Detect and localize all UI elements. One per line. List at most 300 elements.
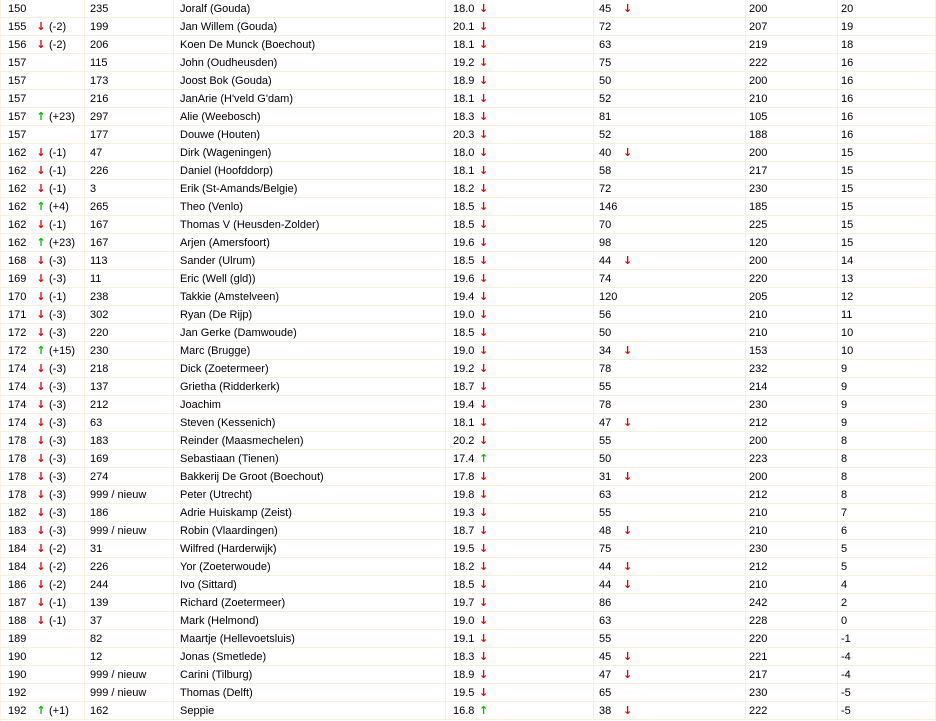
rank-change-value: (-1) bbox=[49, 164, 67, 177]
score-value: 47 bbox=[599, 668, 612, 681]
rank-change-value: (-3) bbox=[49, 380, 67, 393]
player-name-cell bbox=[174, 594, 446, 612]
down-arrow-icon: ↓ bbox=[479, 470, 489, 483]
rank-cell bbox=[1, 684, 85, 702]
average-value: 19.1 bbox=[453, 632, 475, 645]
rank-value: 150 bbox=[8, 2, 27, 15]
score-cell bbox=[594, 450, 746, 468]
average-value: 18.5 bbox=[453, 254, 475, 267]
points-cell bbox=[838, 666, 936, 684]
rank-change-value: (-3) bbox=[49, 398, 67, 411]
down-arrow-icon: ↓ bbox=[36, 578, 46, 591]
player-number: 177 bbox=[90, 128, 109, 141]
high-cell bbox=[746, 702, 838, 720]
average-value: 18.3 bbox=[453, 110, 475, 123]
rank-change-value: (-3) bbox=[49, 272, 67, 285]
score-value: 50 bbox=[599, 74, 612, 87]
rank-cell bbox=[1, 450, 85, 468]
high-value: 217 bbox=[749, 164, 768, 177]
high-cell bbox=[746, 450, 838, 468]
high-cell bbox=[746, 72, 838, 90]
down-arrow-icon: ↓ bbox=[623, 146, 633, 159]
table-row bbox=[1, 450, 936, 468]
average-value: 19.0 bbox=[453, 344, 475, 357]
down-arrow-icon: ↓ bbox=[36, 326, 46, 339]
player-name: Wilfred (Harderwijk) bbox=[180, 542, 277, 555]
table-row bbox=[1, 468, 936, 486]
down-arrow-icon: ↓ bbox=[623, 578, 633, 591]
score-cell bbox=[594, 414, 746, 432]
player-number: 173 bbox=[90, 74, 109, 87]
player-name: Sebastiaan (Tienen) bbox=[180, 452, 279, 465]
high-value: 222 bbox=[749, 56, 768, 69]
points-value: 11 bbox=[841, 308, 853, 321]
average-value: 18.5 bbox=[453, 218, 475, 231]
player-number-cell bbox=[85, 630, 174, 648]
down-arrow-icon: ↓ bbox=[479, 92, 489, 105]
player-name: Maartje (Hellevoetsluis) bbox=[180, 632, 295, 645]
player-number-cell bbox=[85, 522, 174, 540]
player-name-cell bbox=[174, 684, 446, 702]
table-row bbox=[1, 684, 936, 702]
player-number-cell bbox=[85, 702, 174, 720]
rank-change-value: (-1) bbox=[49, 614, 67, 627]
player-name-cell bbox=[174, 180, 446, 198]
player-number-cell bbox=[85, 360, 174, 378]
rank-change-value: (-3) bbox=[49, 452, 67, 465]
player-name: Steven (Kessenich) bbox=[180, 416, 276, 429]
high-value: 210 bbox=[749, 308, 768, 321]
table-row bbox=[1, 360, 936, 378]
rank-value: 162 bbox=[8, 146, 27, 159]
player-number: 162 bbox=[90, 704, 109, 717]
table-row bbox=[1, 306, 936, 324]
player-number: 183 bbox=[90, 434, 109, 447]
player-name-cell bbox=[174, 90, 446, 108]
average-value: 18.2 bbox=[453, 560, 475, 573]
score-value: 86 bbox=[599, 596, 612, 609]
down-arrow-icon: ↓ bbox=[479, 20, 489, 33]
average-cell bbox=[446, 702, 594, 720]
average-cell bbox=[446, 18, 594, 36]
player-name-cell bbox=[174, 360, 446, 378]
high-cell bbox=[746, 648, 838, 666]
high-cell bbox=[746, 558, 838, 576]
rank-cell bbox=[1, 162, 85, 180]
down-arrow-icon: ↓ bbox=[36, 506, 46, 519]
down-arrow-icon: ↓ bbox=[36, 524, 46, 537]
points-cell bbox=[838, 378, 936, 396]
average-value: 19.0 bbox=[453, 308, 475, 321]
rank-value: 178 bbox=[8, 452, 27, 465]
player-name: Mark (Helmond) bbox=[180, 614, 259, 627]
points-cell bbox=[838, 468, 936, 486]
player-name: Bakkerij De Groot (Boechout) bbox=[180, 470, 324, 483]
player-number-cell bbox=[85, 288, 174, 306]
points-value: 8 bbox=[841, 470, 848, 483]
rank-cell bbox=[1, 234, 85, 252]
rank-cell bbox=[1, 612, 85, 630]
points-value: 16 bbox=[841, 56, 854, 69]
points-value: -4 bbox=[841, 650, 851, 663]
down-arrow-icon: ↓ bbox=[623, 704, 633, 717]
high-value: 200 bbox=[749, 254, 768, 267]
down-arrow-icon: ↓ bbox=[36, 542, 46, 555]
player-number-cell bbox=[85, 270, 174, 288]
score-cell bbox=[594, 342, 746, 360]
rank-cell bbox=[1, 306, 85, 324]
table-row bbox=[1, 540, 936, 558]
player-name-cell bbox=[174, 612, 446, 630]
high-cell bbox=[746, 378, 838, 396]
player-name: Joost Bok (Gouda) bbox=[180, 74, 272, 87]
score-value: 52 bbox=[599, 128, 612, 141]
down-arrow-icon: ↓ bbox=[479, 146, 489, 159]
high-cell bbox=[746, 594, 838, 612]
points-cell bbox=[838, 198, 936, 216]
down-arrow-icon: ↓ bbox=[479, 434, 489, 447]
rank-change-value: (-1) bbox=[49, 596, 67, 609]
rank-change-value: (-3) bbox=[49, 362, 67, 375]
player-name: Jan Gerke (Damwoude) bbox=[180, 326, 297, 339]
player-number-cell bbox=[85, 612, 174, 630]
score-cell bbox=[594, 162, 746, 180]
rank-change-value: (+15) bbox=[49, 344, 75, 357]
table-row bbox=[1, 234, 936, 252]
score-cell bbox=[594, 180, 746, 198]
score-value: 70 bbox=[599, 218, 612, 231]
score-cell bbox=[594, 504, 746, 522]
average-value: 19.4 bbox=[453, 290, 475, 303]
player-number-cell bbox=[85, 198, 174, 216]
down-arrow-icon: ↓ bbox=[623, 254, 633, 267]
table-row bbox=[1, 54, 936, 72]
high-cell bbox=[746, 414, 838, 432]
down-arrow-icon: ↓ bbox=[36, 38, 46, 51]
high-cell bbox=[746, 468, 838, 486]
high-cell bbox=[746, 0, 838, 18]
average-cell bbox=[446, 594, 594, 612]
down-arrow-icon: ↓ bbox=[36, 218, 46, 231]
player-name: Theo (Venlo) bbox=[180, 200, 243, 213]
average-value: 18.7 bbox=[453, 380, 475, 393]
score-value: 48 bbox=[599, 524, 612, 537]
high-value: 214 bbox=[749, 380, 768, 393]
high-value: 212 bbox=[749, 488, 768, 501]
high-value: 210 bbox=[749, 326, 768, 339]
player-number-cell bbox=[85, 36, 174, 54]
average-value: 19.0 bbox=[453, 614, 475, 627]
average-value: 18.7 bbox=[453, 524, 475, 537]
score-value: 34 bbox=[599, 344, 612, 357]
average-value: 20.1 bbox=[453, 20, 475, 33]
average-cell bbox=[446, 108, 594, 126]
points-cell bbox=[838, 72, 936, 90]
score-cell bbox=[594, 666, 746, 684]
player-name-cell bbox=[174, 270, 446, 288]
table-row bbox=[1, 504, 936, 522]
player-number: 265 bbox=[90, 200, 109, 213]
player-name: Seppie bbox=[180, 704, 215, 717]
player-number-cell bbox=[85, 684, 174, 702]
down-arrow-icon: ↓ bbox=[36, 308, 46, 321]
player-number-cell bbox=[85, 306, 174, 324]
rank-cell bbox=[1, 72, 85, 90]
points-value: 15 bbox=[841, 236, 854, 249]
points-cell bbox=[838, 576, 936, 594]
points-value: -5 bbox=[841, 704, 851, 717]
high-cell bbox=[746, 666, 838, 684]
player-name: Robin (Vlaardingen) bbox=[180, 524, 278, 537]
high-value: 225 bbox=[749, 218, 768, 231]
player-number: 82 bbox=[90, 632, 103, 645]
down-arrow-icon: ↓ bbox=[36, 272, 46, 285]
rank-change-value: (-3) bbox=[49, 470, 67, 483]
score-value: 78 bbox=[599, 398, 612, 411]
score-value: 81 bbox=[599, 110, 612, 123]
player-name-cell bbox=[174, 144, 446, 162]
player-name-cell bbox=[174, 648, 446, 666]
rank-cell bbox=[1, 486, 85, 504]
rank-value: 183 bbox=[8, 524, 27, 537]
player-name-cell bbox=[174, 306, 446, 324]
down-arrow-icon: ↓ bbox=[479, 668, 489, 681]
high-cell bbox=[746, 342, 838, 360]
score-cell bbox=[594, 684, 746, 702]
high-value: 217 bbox=[749, 668, 768, 681]
player-name-cell bbox=[174, 36, 446, 54]
player-name: JanArie (H'veld G'dam) bbox=[180, 92, 294, 105]
rank-cell bbox=[1, 288, 85, 306]
rank-cell bbox=[1, 594, 85, 612]
points-cell bbox=[838, 396, 936, 414]
points-cell bbox=[838, 36, 936, 54]
high-cell bbox=[746, 252, 838, 270]
average-cell bbox=[446, 540, 594, 558]
down-arrow-icon: ↓ bbox=[479, 362, 489, 375]
score-value: 52 bbox=[599, 92, 612, 105]
player-name: Joachim bbox=[180, 398, 221, 411]
high-cell bbox=[746, 486, 838, 504]
table-row bbox=[1, 558, 936, 576]
rank-value: 184 bbox=[8, 542, 27, 555]
table-row bbox=[1, 108, 936, 126]
rank-value: 172 bbox=[8, 344, 27, 357]
high-value: 221 bbox=[749, 650, 768, 663]
player-name-cell bbox=[174, 702, 446, 720]
up-arrow-icon: ↑ bbox=[479, 704, 489, 717]
player-number-cell bbox=[85, 342, 174, 360]
rank-cell bbox=[1, 666, 85, 684]
score-cell bbox=[594, 216, 746, 234]
table-row bbox=[1, 432, 936, 450]
table-row bbox=[1, 144, 936, 162]
average-value: 20.2 bbox=[453, 434, 475, 447]
player-number-cell bbox=[85, 0, 174, 18]
down-arrow-icon: ↓ bbox=[479, 542, 489, 555]
score-value: 63 bbox=[599, 614, 612, 627]
player-name-cell bbox=[174, 378, 446, 396]
down-arrow-icon: ↓ bbox=[36, 488, 46, 501]
points-cell bbox=[838, 270, 936, 288]
rank-change-value: (-1) bbox=[49, 218, 67, 231]
score-value: 44 bbox=[599, 560, 612, 573]
down-arrow-icon: ↓ bbox=[479, 596, 489, 609]
rank-cell bbox=[1, 126, 85, 144]
rank-value: 192 bbox=[8, 686, 27, 699]
high-value: 212 bbox=[749, 560, 768, 573]
points-cell bbox=[838, 612, 936, 630]
down-arrow-icon: ↓ bbox=[623, 668, 633, 681]
score-value: 45 bbox=[599, 650, 612, 663]
points-cell bbox=[838, 702, 936, 720]
player-name: Peter (Utrecht) bbox=[180, 488, 253, 501]
down-arrow-icon: ↓ bbox=[479, 578, 489, 591]
rank-change-value: (-3) bbox=[49, 416, 67, 429]
rank-value: 174 bbox=[8, 398, 27, 411]
player-name-cell bbox=[174, 414, 446, 432]
player-number-cell bbox=[85, 72, 174, 90]
rank-change-value: (-3) bbox=[49, 488, 67, 501]
points-value: 5 bbox=[841, 560, 848, 573]
rank-value: 162 bbox=[8, 182, 27, 195]
score-cell bbox=[594, 396, 746, 414]
average-value: 18.0 bbox=[453, 2, 475, 15]
rank-value: 156 bbox=[8, 38, 27, 51]
player-number-cell bbox=[85, 558, 174, 576]
player-number: 167 bbox=[90, 236, 109, 249]
player-name: Erik (St-Amands/Belgie) bbox=[180, 182, 298, 195]
table-row bbox=[1, 666, 936, 684]
average-value: 17.4 bbox=[453, 452, 475, 465]
down-arrow-icon: ↓ bbox=[479, 380, 489, 393]
player-name-cell bbox=[174, 324, 446, 342]
rank-value: 188 bbox=[8, 614, 27, 627]
down-arrow-icon: ↓ bbox=[36, 362, 46, 375]
rank-change-value: (+23) bbox=[49, 236, 75, 249]
score-cell bbox=[594, 630, 746, 648]
table-row bbox=[1, 90, 936, 108]
down-arrow-icon: ↓ bbox=[36, 416, 46, 429]
rank-cell bbox=[1, 0, 85, 18]
average-cell bbox=[446, 234, 594, 252]
score-value: 45 bbox=[599, 2, 612, 15]
average-cell bbox=[446, 576, 594, 594]
player-name: Ryan (De Rijp) bbox=[180, 308, 253, 321]
score-cell bbox=[594, 522, 746, 540]
average-cell bbox=[446, 612, 594, 630]
player-name-cell bbox=[174, 522, 446, 540]
high-cell bbox=[746, 54, 838, 72]
player-name-cell bbox=[174, 468, 446, 486]
high-value: 230 bbox=[749, 542, 768, 555]
average-value: 18.1 bbox=[453, 92, 475, 105]
points-value: 16 bbox=[841, 92, 854, 105]
player-number: 235 bbox=[90, 2, 109, 15]
player-name-cell bbox=[174, 432, 446, 450]
score-cell bbox=[594, 108, 746, 126]
player-number: 31 bbox=[90, 542, 103, 555]
average-value: 18.1 bbox=[453, 38, 475, 51]
player-name: Carini (Tilburg) bbox=[180, 668, 253, 681]
average-cell bbox=[446, 396, 594, 414]
down-arrow-icon: ↓ bbox=[479, 488, 489, 501]
high-cell bbox=[746, 288, 838, 306]
high-value: 200 bbox=[749, 2, 768, 15]
points-value: 2 bbox=[841, 596, 848, 609]
down-arrow-icon: ↓ bbox=[36, 560, 46, 573]
player-name-cell bbox=[174, 54, 446, 72]
player-name-cell bbox=[174, 450, 446, 468]
high-cell bbox=[746, 360, 838, 378]
rank-cell bbox=[1, 432, 85, 450]
high-value: 200 bbox=[749, 74, 768, 87]
player-number-cell bbox=[85, 324, 174, 342]
high-cell bbox=[746, 162, 838, 180]
average-value: 19.5 bbox=[453, 686, 475, 699]
points-value: 15 bbox=[841, 182, 854, 195]
player-name-cell bbox=[174, 216, 446, 234]
score-cell bbox=[594, 288, 746, 306]
table-row bbox=[1, 342, 936, 360]
score-value: 75 bbox=[599, 542, 612, 555]
average-cell bbox=[446, 468, 594, 486]
down-arrow-icon: ↓ bbox=[479, 290, 489, 303]
player-number-cell bbox=[85, 450, 174, 468]
points-value: 15 bbox=[841, 146, 854, 159]
down-arrow-icon: ↓ bbox=[479, 560, 489, 573]
score-value: 55 bbox=[599, 506, 612, 519]
up-arrow-icon: ↑ bbox=[479, 452, 489, 465]
score-cell bbox=[594, 576, 746, 594]
score-value: 40 bbox=[599, 146, 612, 159]
player-number: 115 bbox=[90, 56, 108, 69]
player-number-cell bbox=[85, 432, 174, 450]
score-cell bbox=[594, 594, 746, 612]
score-cell bbox=[594, 540, 746, 558]
points-cell bbox=[838, 360, 936, 378]
down-arrow-icon: ↓ bbox=[479, 344, 489, 357]
points-value: 18 bbox=[841, 38, 854, 51]
rank-cell bbox=[1, 378, 85, 396]
player-number-cell bbox=[85, 126, 174, 144]
score-cell bbox=[594, 234, 746, 252]
player-number: 999 / nieuw bbox=[90, 524, 147, 537]
table-row bbox=[1, 630, 936, 648]
player-number: 199 bbox=[90, 20, 109, 33]
rank-value: 178 bbox=[8, 488, 27, 501]
down-arrow-icon: ↓ bbox=[36, 20, 46, 33]
score-cell bbox=[594, 90, 746, 108]
player-number-cell bbox=[85, 54, 174, 72]
rank-change-value: (-3) bbox=[49, 254, 67, 267]
points-value: 15 bbox=[841, 218, 854, 231]
points-cell bbox=[838, 504, 936, 522]
rank-value: 168 bbox=[8, 254, 27, 267]
average-cell bbox=[446, 54, 594, 72]
down-arrow-icon: ↓ bbox=[623, 2, 633, 15]
average-cell bbox=[446, 216, 594, 234]
points-cell bbox=[838, 558, 936, 576]
rank-value: 182 bbox=[8, 506, 27, 519]
table-row bbox=[1, 216, 936, 234]
high-value: 230 bbox=[749, 686, 768, 699]
rank-change-value: (+4) bbox=[49, 200, 69, 213]
player-number: 226 bbox=[90, 560, 109, 573]
points-value: 0 bbox=[841, 614, 848, 627]
up-arrow-icon: ↑ bbox=[36, 344, 46, 357]
down-arrow-icon: ↓ bbox=[479, 650, 489, 663]
